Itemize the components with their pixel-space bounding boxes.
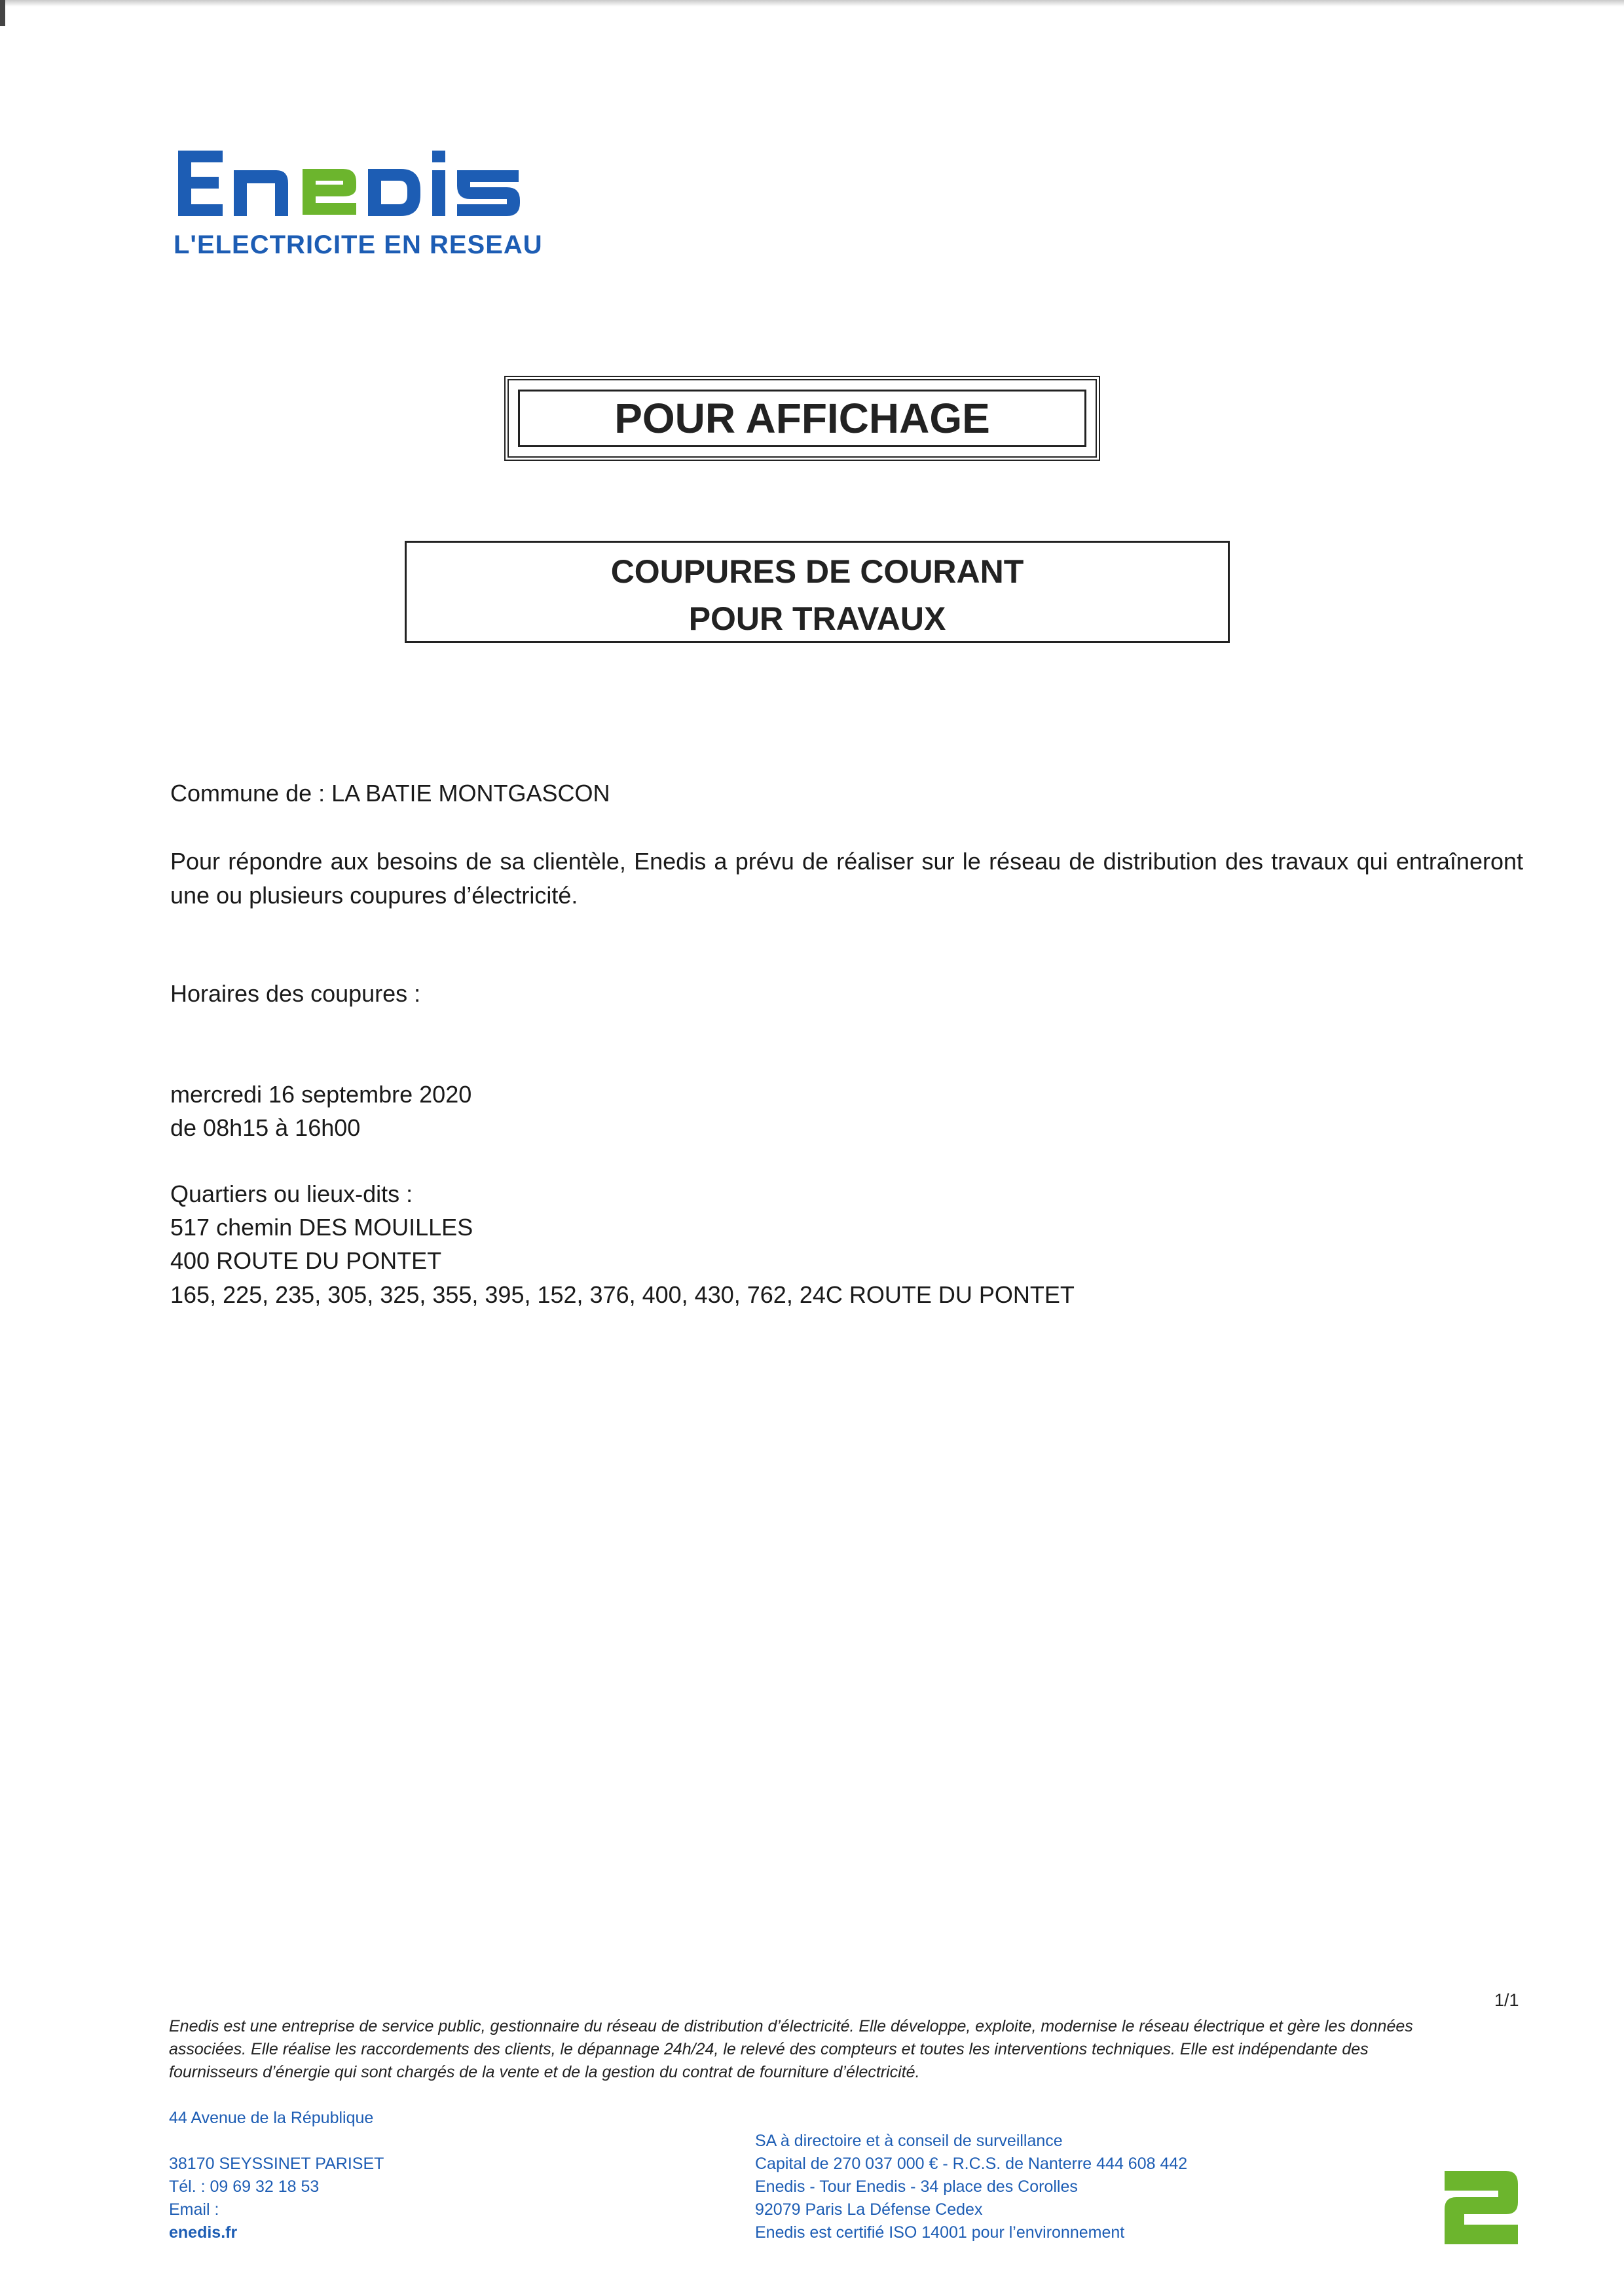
place-item: 517 chemin DES MOUILLES — [170, 1214, 473, 1241]
page-number: 1/1 — [1494, 1990, 1519, 2010]
address-email: Email : — [169, 2200, 219, 2219]
company-info — [755, 2130, 1187, 2244]
address-city: 38170 SEYSSINET PARISET — [169, 2155, 384, 2173]
notice-title-line1: COUPURES DE COURANT — [610, 553, 1024, 590]
address-street: 44 Avenue de la République — [169, 2109, 374, 2127]
legal-line: Enedis est une entreprise de service public, gestionnaire du réseau de distribution d’électricité. Elle développe, exploite, modernise le réseau électrique et gère les données — [169, 2017, 1413, 2035]
company-line: SA à directoire et à conseil de surveillance — [755, 2132, 1063, 2150]
place-item: 400 ROUTE DU PONTET — [170, 1247, 442, 1274]
commune-line: Commune de : LA BATIE MONTGASCON — [170, 780, 610, 807]
enedis-symbol-icon — [1441, 2167, 1522, 2248]
website-link[interactable]: enedis.fr — [169, 2223, 238, 2242]
schedule-label: Horaires des coupures : — [170, 980, 421, 1007]
company-line: 92079 Paris La Défense Cedex — [755, 2200, 983, 2219]
notice-title-line2: POUR TRAVAUX — [688, 600, 946, 637]
logo-tagline: L'ELECTRICITE EN RESEAU — [174, 230, 543, 259]
company-line: Capital de 270 037 000 € - R.C.S. de Nanterre 444 608 442 — [755, 2155, 1188, 2173]
legal-line: fournisseurs d’énergie qui sont chargés de la vente et de la gestion du contrat de fourniture d’électricité. — [169, 2063, 920, 2081]
scan-edge — [0, 0, 1624, 7]
outage-time: de 08h15 à 16h00 — [170, 1114, 361, 1141]
notice-title-box — [405, 541, 1230, 643]
company-line: Enedis - Tour Enedis - 34 place des Corolles — [755, 2178, 1078, 2196]
intro-paragraph: Pour répondre aux besoins de sa clientèle, Enedis a prévu de réaliser sur le réseau de distribution des travaux qui entraîneront une ou plusieurs coupures d’électricité. — [170, 848, 1523, 909]
places-label: Quartiers ou lieux-dits : — [170, 1180, 413, 1207]
place-item: 165, 225, 235, 305, 325, 355, 395, 152, 376, 400, 430, 762, 24C ROUTE DU PONTET — [170, 1281, 1075, 1308]
scan-mark — [0, 0, 5, 26]
display-banner — [504, 376, 1100, 461]
company-line: Enedis est certifié ISO 14001 pour l’environnement — [755, 2223, 1125, 2242]
address-phone: Tél. : 09 69 32 18 53 — [169, 2178, 320, 2196]
legal-line: associées. Elle réalise les raccordements des clients, le dépannage 24h/24, le relevé des compteurs et toutes les interventions techniques. Elle est indépendante des — [169, 2040, 1369, 2058]
address-block — [169, 2153, 384, 2244]
outage-date: mercredi 16 septembre 2020 — [170, 1081, 472, 1108]
banner-label: POUR AFFICHAGE — [614, 395, 990, 442]
legal-notice — [169, 2015, 1479, 2084]
